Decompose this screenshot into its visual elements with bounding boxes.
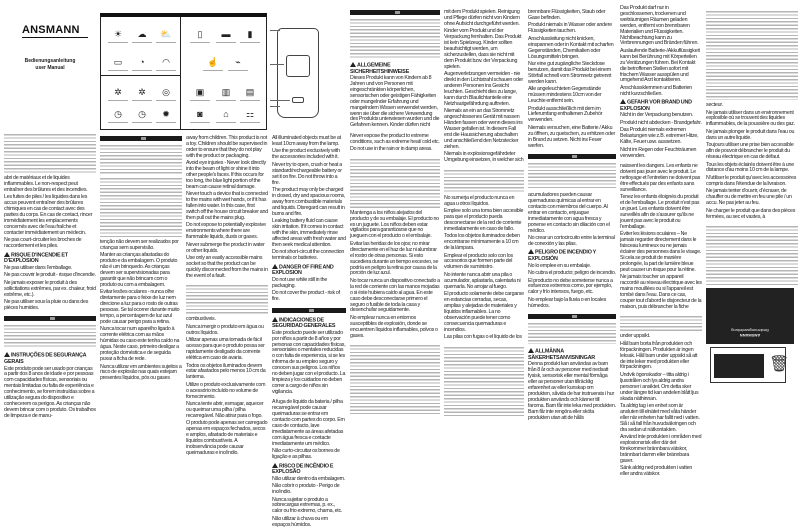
light-beam-icon: ✹ bbox=[159, 109, 173, 119]
section-bar bbox=[4, 316, 96, 321]
section-heading-text: RISCO DE INCÊNDIO E EXPLOSÃO bbox=[272, 463, 334, 475]
sun-clouds-icon: ☁ bbox=[135, 29, 149, 39]
fine-print bbox=[4, 133, 96, 173]
safety-paragraph: No emplear nunca en entornos susceptibles de explosión, donde se encuentren líquidos inflamables, polvos o gases. bbox=[350, 314, 438, 339]
safety-paragraph: Nunca tocar num aparelho ligado à corrente elétrica com as mãos húmidas ou caso este tenha caído na água. Neste caso, primeiro desligar a proteção doméstica e de seguida puxar a ficha de rede. bbox=[100, 326, 180, 362]
safety-paragraph: Nicht im Regen oder Feuchträumen verwenden. bbox=[620, 146, 697, 159]
lamp-head-icon: ◠ bbox=[159, 57, 173, 67]
safety-paragraph: Ne jamais exposer le produit à des sollicitations extrêmes, par ex. chaleur, froid extrême, etc.). bbox=[4, 279, 96, 298]
section-heading bbox=[272, 463, 346, 476]
function-icon-panel bbox=[100, 13, 267, 130]
section-heading-text: RISQUE D'INCENDIE ET D'EXPLOSION bbox=[4, 252, 68, 265]
timer-icon: ⌂ bbox=[219, 109, 233, 119]
fine-print bbox=[528, 322, 616, 344]
warning-icon bbox=[350, 62, 356, 67]
safety-paragraph: Tenez les enfants éloignés du produit et de l'emballage. Le produit n'est pas un jouet. Les enfants doivent être surveillés afin de s'assurer qu'ils ne jouent pas avec le produit ou l'emballage. bbox=[620, 194, 700, 230]
safety-paragraph: tenção não devem ser realizados por crianças sem supervisão. bbox=[100, 239, 179, 251]
column-6 bbox=[528, 10, 616, 423]
safety-paragraph: Kinder vom Produkt und der Verpackung fernhalten. Das Produkt ist kein Spielzeug. Kinder sollten beaufsichtigt werden, um sicherzustellen, dass sie nicht mit dem Produkt bzw. der Verpackung spielen. bbox=[444, 28, 522, 70]
safety-paragraph: Produkt ausschließlich mit dem im Lieferumfang enthaltenen Zubehör verwenden. bbox=[528, 105, 603, 124]
en-safety-text-b bbox=[272, 136, 346, 305]
safety-paragraph: No cubra el producto; peligro de incendio. bbox=[528, 270, 616, 277]
clock-icon: ◷ bbox=[111, 109, 125, 119]
section-heading-text: GEFAHR VOR BRAND UND EXPLOSION bbox=[620, 99, 692, 112]
safety-paragraph: Les fuites de piles / les liquides dans les accus peuvent entraîner des brûlures chimiques en cas de contact avec des parties du corps. En cas de contact, rincer immédiatement les emplacements concernés avec de l'eau fraîche et contacter immédiatement un médecin. bbox=[4, 194, 93, 236]
column-3 bbox=[272, 136, 346, 530]
safety-paragraph: Não utilizar dentro da embalagem. bbox=[272, 475, 346, 482]
usb-cable-icon: ⌁ bbox=[231, 57, 245, 67]
safety-paragraph: No tocar nunca un dispositivo conectado a la red de corriente con las manos mojadas o si éste hubiera caído al agua. En este caso debe desconectarse primero el seguro o fusible de toda la casa y desenchufar seguidamente. bbox=[350, 277, 440, 314]
warning-icon bbox=[272, 317, 278, 322]
de-safety-text-b bbox=[444, 10, 524, 166]
safety-paragraph: Avoid eye injuries - Never look directly into the beam of light or shine it into other people's faces. If this occurs for too long, the blue light portion of the beam can cause retinal damage. bbox=[186, 160, 266, 190]
callout-line bbox=[270, 30, 280, 31]
callout-line bbox=[270, 100, 290, 101]
safety-paragraph: Do not short-circuit the connection terminals or batteries. bbox=[272, 249, 345, 262]
safety-paragraph: acumuladores pueden causar quemaduras químicas al entrar en contacto con miembros del cuerpo. Al entrar en contacto, enjuague inmediatamente con agua fresca y ponerse en contacto sin dilación con el médico. bbox=[528, 192, 610, 234]
section-heading bbox=[272, 264, 346, 277]
section-heading bbox=[528, 249, 616, 262]
safety-paragraph: Ne pas utiliser dans l'emballage. bbox=[4, 264, 73, 271]
column-5 bbox=[444, 10, 524, 416]
safety-paragraph: Nunca sujeitar o produto a sobrecargas extremas, p. ex., calor ou frio extremo, chama, etc. bbox=[272, 496, 343, 515]
fine-print bbox=[100, 177, 182, 237]
hand-icon: ☝ bbox=[207, 57, 219, 67]
fine-print bbox=[100, 144, 182, 174]
safety-paragraph: Never expose the product to extreme conditions, such as extreme heat/ cold etc. bbox=[350, 132, 440, 145]
fine-print bbox=[706, 225, 798, 285]
es-safety-intro bbox=[272, 316, 346, 398]
safety-paragraph: Das Produkt niemals extremen Belastungen wie z.B. extremer Hitze, Kälte, Feuer usw. aussetzen. bbox=[620, 127, 699, 146]
safety-paragraph: under uppsikt. bbox=[620, 333, 651, 340]
safety-paragraph: Dieses Produkt kann von Kindern ab 8 Jahren und von Personen mit eingeschränkten körperlichen, sensorischen oder geistigen Fähigkeiten oder mangelnder Erfahrung und mangelndem Wissen verwendet werden, wenn sie über die sichere Verwendung des Produkts unterwiesen wurden und die Gefahren kennen. Kinder dürfen nicht bbox=[350, 75, 440, 129]
section-heading bbox=[350, 62, 440, 75]
weee-disposal-box bbox=[710, 347, 790, 383]
safety-paragraph: Ne pas couvrir le produit - risque d'incendie. bbox=[4, 272, 96, 279]
safety-paragraph: Sänk aldrig ned produkten i vatten eller andra vätskor. bbox=[620, 465, 693, 478]
safety-paragraph: Anschlussklemmen und Batterien nicht kurzschließen. bbox=[620, 84, 693, 97]
clock-icon: ◷ bbox=[135, 109, 149, 119]
fr-safety-text-a bbox=[620, 164, 702, 312]
divider bbox=[180, 17, 181, 129]
battery-charge-icon: ▤ bbox=[243, 87, 257, 97]
safety-paragraph: Emplee solo una toma bien accesible para que el producto pueda desconectarse de la red de corriente inmediatamente en caso de fallo. bbox=[444, 208, 524, 232]
safety-paragraph: Produkt niemals in Wasser oder andere Flüssigkeiten tauchen. bbox=[528, 22, 612, 35]
column-1 bbox=[100, 136, 182, 384]
safety-paragraph: El producto no debe someterse nunca a esfuerzos extremos como, por ejemplo, calor y frío intensos, fuego, etc. bbox=[528, 277, 613, 296]
safety-paragraph: brennbare Flüssigkeiten, Staub oder Gase befinden. bbox=[528, 9, 606, 21]
safety-paragraph: Utilize o produto exclusivamente com o acessório incluído no volume de fornecimento. bbox=[186, 381, 266, 400]
safety-paragraph: naissent les dangers. Les enfants ne doivent pas jouer avec le produit. Le nettoyage et l'entretien ne doivent pas être effectués par des enfants sans surveillance. bbox=[620, 163, 701, 193]
safety-paragraph: Never try to open, crush or heat a standard/rechargeable battery or set it on fire. Do not throw into a fire. bbox=[272, 161, 343, 186]
section-bar bbox=[350, 10, 440, 15]
sunrise-icon: ☀ bbox=[111, 29, 125, 39]
safety-paragraph: Ne charger le produit que dans des pièces fermées, au sec et vastes, à bbox=[706, 207, 796, 220]
safety-paragraph: Evitar lesões oculares - nunca olhe diretamente para o feixe de luz nem direcione a luz para o rosto de outras pessoas. Se tal ocorrer durante muito tempo, a percentagem de luz azul pode causar perigo para a retina. bbox=[100, 289, 180, 325]
sv-safety-intro bbox=[528, 347, 616, 423]
dial-icon: ◎ bbox=[159, 87, 173, 97]
section-heading bbox=[272, 317, 346, 330]
section-bar bbox=[100, 136, 182, 141]
usb-port-drawing bbox=[292, 97, 304, 103]
pt-safety-text-d bbox=[272, 400, 346, 530]
safety-paragraph: Evitar las heridas de los ojos; no mirar directamente en el haz de luz ni alumbrar el rostro de otras personas. Si esto sucediera durante un tiempo excesivo, se podría en peligro la retina por causa de la porción de luz azul. bbox=[350, 240, 439, 277]
column-0 bbox=[4, 0, 96, 421]
fine-print bbox=[444, 346, 524, 416]
safety-paragraph: Não curto-circuitar os bornes de ligação e as pilhas. bbox=[272, 448, 340, 460]
section-heading-text: DANGER OF FIRE AND EXPLOSION bbox=[272, 264, 334, 277]
safety-paragraph: Never touch a device that is connected to the mains with wet hands, or if it has fallen into water. In this case, first switch off the house circuit breaker and then pull out the mains plug. bbox=[186, 191, 268, 221]
fine-print bbox=[444, 169, 524, 193]
safety-paragraph: Använd inte produkten i områden med explosionsrisk eller där det förekommer brännbara vätskor, brännbart damm eller brännbara gaser. bbox=[620, 434, 702, 464]
safety-paragraph: Ne jamais toucher un appareil raccordé au réseau électrique avec les mains mouillées ou si l'appareil est tombé dans l'eau. Dans ce cas, couper tout d'abord le disjoncteur de la maison, puis débrancher la fiche bbox=[620, 274, 702, 310]
safety-paragraph: Do not expose to potentially explosive environments where there are flammable liquids, dusts or gases. bbox=[186, 222, 266, 241]
brand-logo: ANSMANN bbox=[22, 24, 80, 36]
callout-line bbox=[270, 106, 280, 107]
pt-safety-intro bbox=[4, 351, 96, 421]
packaging-label-brand: ANSMANN bbox=[739, 333, 761, 339]
pt-safety-text-b bbox=[100, 240, 182, 384]
safety-paragraph: Das Produkt darf nur in geschlossenen, trockenen und weiträumigen Räumen geladen werden, entfernt von brennbaren Materialien und Flüssigkeiten. Nichtbeachtung kann zu Verbrennungen und Bränden führen. bbox=[620, 5, 699, 47]
safety-paragraph: No emplear bajo la lluvia o en locales húmedos. bbox=[528, 296, 607, 309]
timer-icon: ◔ bbox=[135, 57, 149, 67]
safety-paragraph: Emplear el producto solo con los accesorios que formen parte del volumen de suministro. bbox=[444, 252, 513, 271]
brightness-icon: ✲ bbox=[135, 87, 149, 97]
safety-paragraph: Ne jamais plonger le produit dans l'eau ou dans un autre liquide. bbox=[706, 128, 795, 141]
safety-paragraph: Tous les objets éclairés doivent être à une distance d'au moins 10 cm de la lampe. bbox=[706, 161, 794, 174]
safety-paragraph: Todos los objetos iluminados deben encontrarse mínimamente a 10 cm de la lámpara. bbox=[444, 233, 520, 252]
safety-paragraph: Mantenga a los niños alejados del producto y de su embalaje. El producto no es un juguete. Los niños deben estar vigilados para garantizarse que no jueguen con el producto o el embalaje. bbox=[350, 209, 439, 240]
packaging-label bbox=[706, 288, 794, 344]
safety-paragraph: No lo emplee en su embalaje. bbox=[528, 262, 591, 269]
safety-paragraph: N'utiliser le produit qu'avec les accessoires compris dans l'étendue de la livraison. bbox=[706, 174, 797, 187]
safety-paragraph: secteur. bbox=[706, 102, 723, 108]
safety-paragraph: Nunca imergir o produto em água ou outros líquidos. bbox=[186, 323, 264, 336]
safety-paragraph: Håll barn borta från produkten och förpackningen. Produkten är ingen leksak. Håll barn under uppsikt så att de inte leker med produkten eller förpackningen. bbox=[620, 340, 698, 371]
safety-paragraph: No sumerja el producto nunca en agua u otros líquidos. bbox=[444, 194, 515, 207]
en-safety-text-c bbox=[350, 134, 440, 155]
safety-paragraph: abri de matériaux et de liquides inflammables. Le non-respect peut entraîner des brûlures et des incendies. bbox=[4, 175, 88, 193]
fine-print bbox=[350, 344, 440, 414]
brightness-icon: ✲ bbox=[111, 87, 125, 97]
safety-paragraph: Anschlussleitung nicht knicken, einspannen oder in Kontakt mit scharfen Gegenständen, Chemikalien oder Lösungsmitteln bringen. bbox=[528, 35, 614, 60]
safety-paragraph: combustíveis. bbox=[186, 316, 216, 323]
safety-paragraph: Este producto puede ser utilizado por niños a partir de 8 años y por personas con capacidades físicas, sensoriales o mentales reducidas o con falta de experiencia, si se les informa de su empleo seguro y conocen sus peligros. Los niños no deben jugar con el producto. La limpieza y los cuidados no deben correr a cargo de niños sin vigilancia. bbox=[272, 329, 346, 395]
safety-paragraph: The product may only be charged in closed, dry and spacious rooms, away from combustible materials and liquids. Disregard can result in burns and fire. bbox=[272, 187, 346, 217]
fine-print bbox=[620, 315, 702, 331]
power-button-drawing bbox=[286, 55, 310, 77]
charging-icon: ▯ bbox=[193, 29, 207, 39]
safety-paragraph: Nunca utilizar em ambientes sujeitos a risco de explosão nas quais estejam presentes líquidos, pós ou gases bbox=[100, 363, 182, 382]
safety-paragraph: O produto pode apenas ser carregado apenas em espaços fechados, secos e amplos, afastado de materiais e líquidos combustíveis. A inobservância pode causar queimaduras e incêndio. bbox=[186, 420, 268, 456]
product-drawing bbox=[277, 28, 319, 118]
divider bbox=[101, 75, 180, 76]
safety-paragraph: Denna produkt kan användas av barn från 8 år och av personer med nedsatt fysisk, sensorisk eller mental förmåga eller av personer utan tillräcklig erfarenhet av eller kunskap om produkten, såvida de har instruerats i hur produkten används och känner till farorna. Barn får inte leka med produkten. Barn får inte rengöra eller sköta produkten utan att de hålls bbox=[528, 361, 616, 421]
safety-paragraph: Las pilas con fugas o el líquido de los bbox=[444, 334, 522, 341]
warning-icon bbox=[4, 352, 10, 357]
safety-paragraph: Leaking battery fluid can cause skin irritation. If it comes in contact with the skin, immediately rinse affected areas with fresh water and then seek medical attention. bbox=[272, 218, 346, 248]
es-safety-text-c bbox=[444, 196, 524, 343]
safety-paragraph: Ta aldrig tag i en enhet som är ansluten till elnätet med våta händer eller när enheten har fallit ned i vatten. Slå i så fall från huvudsäkringen och dra sedan ut nätkontakten. bbox=[620, 403, 700, 433]
section-bar bbox=[272, 308, 346, 313]
safety-paragraph: Auslaufende Batterie-/Akkuflüssigkeit kann bei Berührung mit Körperteilen zu Verätzungen führen. Bei Kontakt die betroffenen Stellen sofort mit frischem Wasser ausspülen und umgehend Arzt kontaktieren. bbox=[620, 47, 700, 84]
safety-paragraph: Never submerge the product in water or other liquids. bbox=[186, 241, 265, 254]
safety-paragraph: Toujours utiliser une prise bien accessible afin de pouvoir débrancher le produit du réseau électrique en cas de défaut. bbox=[706, 142, 794, 161]
fine-print bbox=[528, 162, 616, 190]
warning-icon bbox=[4, 252, 10, 257]
fr-safety-text-b bbox=[706, 103, 798, 222]
safety-paragraph: Use only an easily accessible mains socket so that the product can be quickly disconnected from the mains in the event of a fault. bbox=[186, 255, 268, 279]
battery-full-icon: ▮ bbox=[243, 29, 257, 39]
warning-icon bbox=[272, 463, 278, 468]
safety-paragraph: No intente nunca abrir una pila o acumulador, aplastarla, calentarla ni quemarla. No arrojar al fuego. bbox=[444, 271, 521, 290]
section-heading bbox=[4, 352, 96, 365]
de-safety-intro bbox=[350, 61, 440, 131]
safety-paragraph: Niemals an ein an das Stromnetz angeschlossenes Gerät mit nassen Händen fassen oder wenn dieses ins Wasser gefallen ist. In diesem Fall erst die Haussicherung abschalten und anschließend den Netzstecker ziehen. bbox=[444, 108, 523, 150]
safety-paragraph: Este produto pode ser usado por crianças a partir dos 8 anos de idade e por pessoas com capacidades físicas, sensoriais ou mentais limitadas ou falta de experiência e conhecimento, se forem instruídas sobre a utilização segura do dispositivo e conhecerem os perigos. As crianças não devem brincar com o produto. Os trabalhos de limpeza e de manu- bbox=[4, 365, 96, 419]
safety-paragraph: Nur eine gut zugängliche Steckdose benutzen, damit das Produkt bei einem Störfall schnell vom Stromnetz getrennt werden kann. bbox=[528, 61, 612, 85]
section-heading bbox=[528, 348, 616, 361]
safety-paragraph: Alle angeleuchteten Gegenstände müssen mindestens 10cm von der Leuchte entfernt sein. bbox=[528, 86, 602, 105]
lamp-icon: ▬ bbox=[219, 29, 233, 39]
de-safety-text-d bbox=[620, 6, 702, 161]
safety-paragraph: Não cobrir o produto - Perigo de incêndio. bbox=[272, 483, 340, 495]
section-heading-text: ALLMÄNNA SÄKERHETSANVISNINGAR bbox=[528, 348, 595, 361]
lamp-icon: ◙ bbox=[193, 109, 207, 119]
safety-paragraph: All illuminated objects must be at least 10cm away from the lamp. bbox=[272, 135, 341, 147]
section-bar bbox=[528, 154, 616, 159]
safety-paragraph: Todos os objetos iluminados devem estar afastados pelo menos 10 cm da lanterna. bbox=[186, 362, 266, 381]
safety-paragraph: Do not cover the product - risk of fire. bbox=[272, 290, 340, 303]
es-safety-text-b bbox=[350, 211, 440, 341]
safety-paragraph: Utilizar apenas uma tomada de fácil acesso para que o produto possa ser rapidamente desligado da corrente elétrica em caso de avaria. bbox=[186, 337, 265, 362]
safety-paragraph: mit dem Produkt spielen. Reinigung und Pflege dürfen nicht von Kindern ohne Aufsicht durchgeführt werden. bbox=[444, 9, 520, 27]
fine-print bbox=[186, 284, 268, 314]
warning-icon bbox=[528, 348, 534, 353]
battery-charge-icon: ▣ bbox=[193, 87, 207, 97]
section-heading bbox=[4, 252, 96, 265]
safety-paragraph: Não utilizar à chuva ou em espaços húmidos. bbox=[272, 515, 329, 528]
battery-icon: ▭ bbox=[111, 57, 125, 67]
sun-cloud-icon: ⛅ bbox=[160, 29, 172, 39]
column-2 bbox=[186, 136, 268, 459]
cover-page bbox=[4, 0, 96, 130]
warning-icon bbox=[620, 99, 626, 104]
fine-print bbox=[4, 324, 96, 348]
safety-paragraph: Use the product exclusively with the accessories included with it. bbox=[272, 148, 340, 161]
callout-line bbox=[270, 64, 284, 65]
safety-paragraph: Ne jamais utiliser dans un environnement explosible où se trouvent des liquides inflammables, de la poussière ou des gaz. bbox=[706, 109, 795, 128]
warning-icon bbox=[528, 249, 534, 254]
safety-paragraph: Ne jamais tenter d'ouvrir, d'écraser, de chauffer ou de mettre en feu une pile / un accu. Ne pas jeter au feu. bbox=[706, 188, 792, 207]
column-4 bbox=[350, 10, 440, 414]
safety-paragraph: Éviter les lésions oculaires – Ne jamais regarder directement dans le faisceau lumineux ou ne jamais éclairer des personnes dans le visage. Si cela se produit de manière prolongée, la part de lumière bleue peut causer un risque pour la rétine. bbox=[620, 231, 702, 273]
column-7 bbox=[620, 6, 702, 480]
cover-title-de: Bedienungsanleitung bbox=[24, 58, 76, 64]
safety-paragraph: Manter as crianças afastadas do produto e da embalagem. O produto não é um brinquedo. As crianças devem ser supervisionadas para garantir que não brincam com o produto ou com a embalagem. bbox=[100, 252, 178, 288]
safety-paragraph: Do not use while still in the packaging. bbox=[272, 276, 328, 289]
section-heading-text: INDICACIONES DE SEGURIDAD GENERALES bbox=[272, 317, 336, 330]
safety-paragraph: Ne pas court-circuiter les broches de raccordement et les piles. bbox=[4, 237, 82, 250]
en-safety-text-a bbox=[186, 136, 268, 281]
safety-paragraph: away from children. This product is not a toy. Children should be supervised in order to ensure that they do not play with the product or packaging. bbox=[186, 135, 268, 159]
es-safety-text-d bbox=[528, 193, 616, 311]
section-heading-text: INSTRUÇÕES DE SEGURANÇA GERAIS bbox=[4, 352, 87, 365]
crossed-bin-icon: 🗑 bbox=[769, 356, 790, 374]
safety-paragraph: No crear un cortocircuito entre la terminal de conexión y las pilas. bbox=[528, 235, 615, 247]
fine-print bbox=[350, 18, 440, 58]
column-8 bbox=[706, 10, 798, 383]
battery-charge-icon: ▥ bbox=[219, 87, 233, 97]
safety-paragraph: Nunca tente abrir, esmagar, aquecer ou queimar uma pilha / pilha recarregável. Não atirar para o fogo. bbox=[186, 401, 264, 419]
pt-safety-text-c bbox=[186, 317, 268, 458]
safety-paragraph: Produkt nicht abdecken - Brandgefahr. bbox=[620, 119, 702, 126]
safety-paragraph: Augenverletzungen vermeiden - nie direkt in den Lichtstrahl schauen oder anderen Personen ins Gesicht leuchten. Geschieht dies zu lange, kann durch Blaulichtanteile eine Netzhautgefährdung auftreten. bbox=[444, 71, 523, 107]
safety-paragraph: A fuga de líquido da bateria / pilha recarregável pode causar queimaduras se entrar em contacto com partes do corpo. Em caso de contacto, lave imediatamente as áreas afetadas com água fresca e contacte imediatamente um médico. bbox=[272, 399, 345, 447]
safety-paragraph: Niemals in explosionsgefährdeter Umgebung einsetzen, in welcher sich bbox=[444, 151, 524, 164]
section-heading-text: ALLGEMEINE SICHERHEITSHINWEISE bbox=[350, 62, 410, 75]
safety-paragraph: Ne pas utiliser sous la pluie ou dans des pièces humides. bbox=[4, 299, 89, 311]
cover-title-en: user Manual bbox=[35, 65, 65, 71]
safety-paragraph: Do not use in the rain or in damp areas. bbox=[350, 146, 433, 153]
network-icon: ⚏ bbox=[243, 109, 257, 119]
section-bar bbox=[528, 314, 616, 319]
safety-paragraph: Niemals versuchen, eine Batterie / Akku zu öffnen, zu quetschen, zu erhitzen oder in Brand zu setzen. Nicht ins Feuer werfen. bbox=[528, 124, 616, 149]
sv-safety-text-b bbox=[620, 334, 702, 479]
safety-paragraph: Undvik ögonskador – titta aldrig i ljusstrålen och lys aldrig andra personer i ansiktet. Om detta sker under längre tid kan andelen blått ljus skada näthinnan. bbox=[620, 371, 699, 402]
section-heading bbox=[620, 99, 702, 112]
de-safety-text-c bbox=[528, 10, 616, 151]
warning-icon bbox=[272, 264, 278, 269]
fine-print bbox=[706, 10, 798, 100]
section-heading-text: PELIGRO DE INCENDIO Y EXPLOSIÓN bbox=[528, 249, 596, 262]
fine-print bbox=[350, 158, 440, 208]
recycling-info bbox=[714, 354, 764, 378]
safety-paragraph: Nicht in der Verpackung benutzen. bbox=[620, 112, 694, 119]
packaging-label-title: Bedienungsanleitung bbox=[731, 328, 769, 334]
fr-safety-text-c bbox=[4, 176, 96, 313]
safety-paragraph: El producto solamente debe cargarse en estancias cerradas, secas, amplias y alejadas de materiales y líquidos inflamables. La no observación puede tener como consecuencia quemaduras e incendios. bbox=[444, 291, 524, 333]
